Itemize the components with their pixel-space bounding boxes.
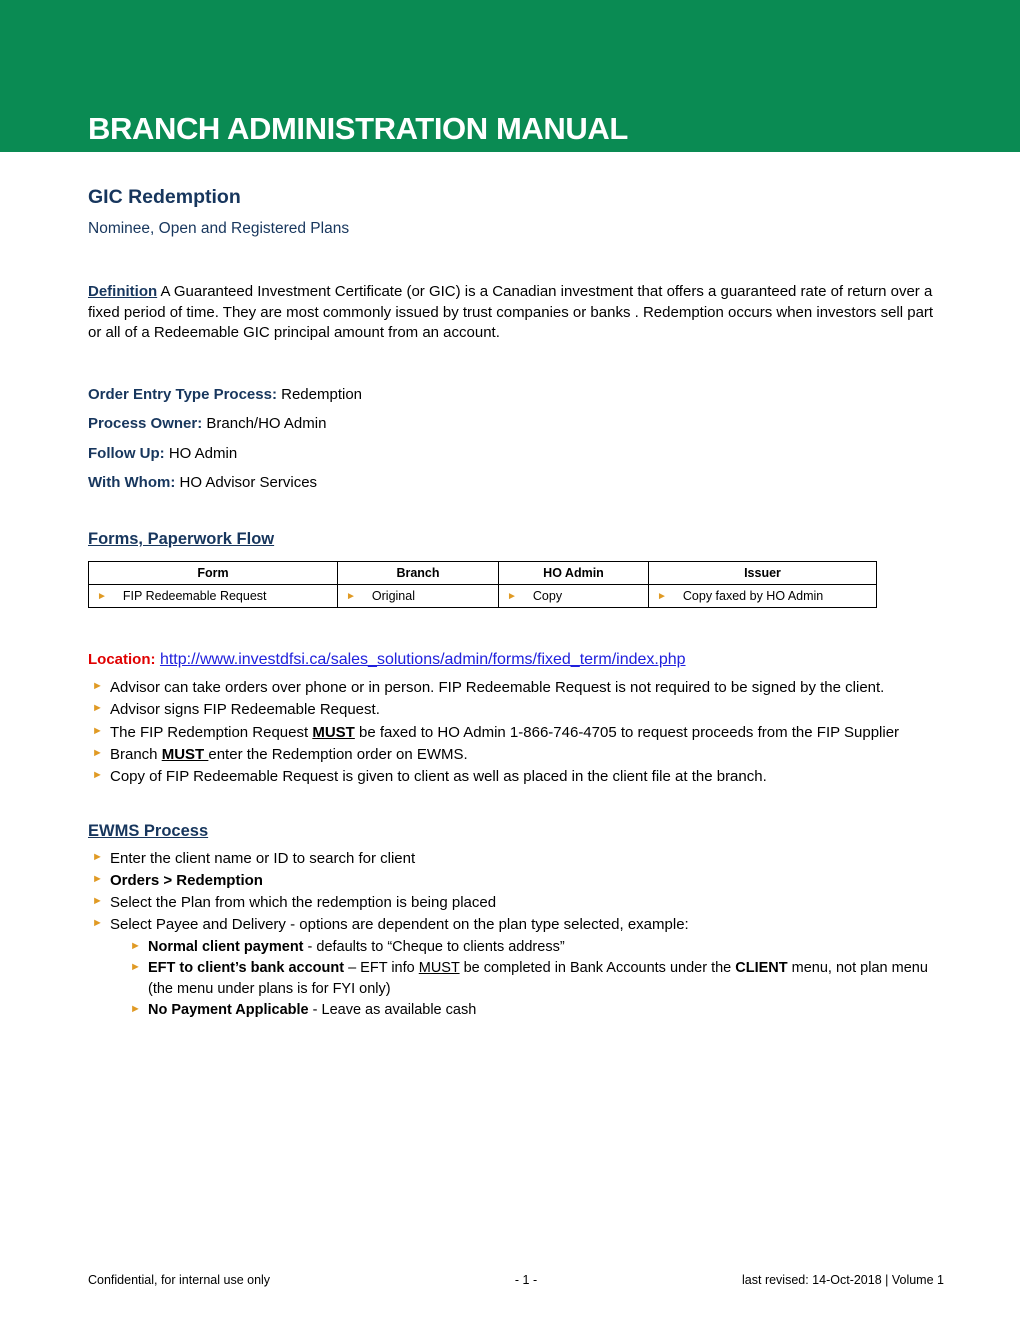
list-item bbox=[126, 958, 944, 999]
page-footer bbox=[88, 1273, 944, 1287]
bullet-text-run: menu, not plan menu (the menu under plans is for FYI only) bbox=[148, 960, 928, 997]
footer-left: Confidential, for internal use only bbox=[88, 1273, 271, 1287]
table-column-header: Form bbox=[89, 562, 338, 585]
list-item bbox=[88, 677, 944, 698]
bullet-text-run: MUST bbox=[312, 723, 355, 741]
list-item bbox=[88, 699, 944, 720]
list-item bbox=[88, 892, 944, 913]
table-cell-text: Copy faxed by HO Admin bbox=[682, 589, 824, 604]
table-column-header: HO Admin bbox=[499, 562, 649, 585]
triangle-bullet-icon: ► bbox=[92, 769, 103, 782]
bullet-text-run: Branch bbox=[110, 745, 162, 763]
ewms-section-heading: EWMS Process bbox=[88, 821, 209, 840]
list-item bbox=[88, 722, 944, 743]
process-detail-value: HO Advisor Services bbox=[175, 473, 318, 491]
triangle-bullet-icon: ► bbox=[92, 850, 103, 863]
page-subtitle: Nominee, Open and Registered Plans bbox=[88, 220, 350, 238]
process-detail-label: With Whom: bbox=[88, 473, 176, 491]
list-item-text bbox=[110, 892, 944, 913]
table-cell bbox=[89, 585, 338, 608]
bullet-text-run: - Leave as available cash bbox=[308, 1002, 477, 1019]
bullet-text-run: No Payment Applicable bbox=[148, 1002, 309, 1019]
triangle-bullet-icon: ► bbox=[346, 590, 356, 602]
list-item-text bbox=[110, 766, 944, 787]
triangle-bullet-icon: ► bbox=[92, 895, 103, 908]
process-detail-value: HO Admin bbox=[164, 444, 238, 462]
table-column-header: Issuer bbox=[649, 562, 877, 585]
page-title: GIC Redemption bbox=[88, 186, 241, 208]
table-column-header: Branch bbox=[338, 562, 499, 585]
list-item bbox=[88, 744, 944, 765]
process-detail-row bbox=[88, 380, 944, 409]
location-label: Location: bbox=[88, 651, 156, 669]
process-detail-label: Order Entry Type Process: bbox=[88, 386, 277, 404]
triangle-bullet-icon: ► bbox=[130, 1003, 141, 1016]
location-url-link[interactable]: http://www.investdfsi.ca/sales_solutions/admin/forms/fixed_term/index.php bbox=[159, 651, 686, 669]
process-detail-row bbox=[88, 468, 944, 497]
definition-paragraph bbox=[88, 282, 944, 344]
bullet-text-run: Select Payee and Delivery - options are dependent on the plan type selected, example: bbox=[110, 916, 689, 934]
process-detail-value: Redemption bbox=[276, 386, 363, 404]
process-detail-label: Process Owner: bbox=[88, 415, 203, 433]
list-item-text bbox=[110, 914, 944, 935]
bullet-text-run: Orders > Redemption bbox=[110, 871, 263, 889]
list-item bbox=[88, 914, 944, 935]
triangle-bullet-icon: ► bbox=[92, 702, 103, 715]
triangle-bullet-icon: ► bbox=[92, 917, 103, 930]
bullet-text-run: EFT to client’s bank account bbox=[148, 960, 345, 977]
forms-paperwork-table bbox=[88, 561, 877, 608]
triangle-bullet-icon: ► bbox=[92, 872, 103, 885]
list-item bbox=[88, 848, 944, 869]
table-cell-text: Original bbox=[371, 589, 415, 604]
definition-text: A Guaranteed Investment Certificate (or GIC) is a Canadian investment that offers a guaranteed rate of return over a fixed period of time. They are most commonly issued by trust companies or banks . Redemption occurs when investors sell part or all of a Redeemable GIC principal amount from an account. bbox=[88, 282, 934, 342]
page-body bbox=[0, 152, 1020, 1022]
table-cell-text: Copy bbox=[532, 589, 563, 604]
forms-section-heading: Forms, Paperwork Flow bbox=[88, 530, 275, 549]
table-header-row bbox=[89, 562, 877, 585]
bullet-text-run: Copy of FIP Redeemable Request is given to client as well as placed in the client file at the branch. bbox=[110, 768, 767, 786]
bullet-text-run: Normal client payment bbox=[148, 938, 304, 955]
list-item bbox=[126, 1000, 944, 1021]
bullet-text-run: CLIENT bbox=[735, 960, 788, 977]
table-cell bbox=[499, 585, 649, 608]
content-column bbox=[88, 152, 944, 1021]
bullet-text-run: Select the Plan from which the redemption is being placed bbox=[110, 894, 497, 912]
bullet-text-run: MUST bbox=[161, 745, 209, 763]
list-item-text bbox=[148, 958, 944, 999]
bullet-text-run: Advisor can take orders over phone or in person. FIP Redeemable Request is not required to be signed by the client. bbox=[110, 679, 885, 697]
triangle-bullet-icon: ► bbox=[92, 680, 103, 693]
triangle-bullet-icon: ► bbox=[92, 724, 103, 737]
list-item-text bbox=[110, 699, 944, 720]
process-details-list bbox=[88, 380, 944, 497]
triangle-bullet-icon: ► bbox=[657, 590, 667, 602]
bullet-text-run: Advisor signs FIP Redeemable Request. bbox=[110, 701, 380, 719]
list-item bbox=[126, 937, 944, 958]
table-cell bbox=[338, 585, 499, 608]
list-item-text bbox=[110, 848, 944, 869]
footer-page-number: - 1 - bbox=[514, 1273, 538, 1287]
triangle-bullet-icon: ► bbox=[130, 961, 141, 974]
list-item bbox=[88, 870, 944, 891]
ewms-bullet-list bbox=[88, 848, 944, 1022]
list-item-text bbox=[110, 722, 944, 743]
document-title: BRANCH ADMINISTRATION MANUAL bbox=[88, 111, 628, 146]
location-line bbox=[88, 651, 944, 669]
process-detail-value: Branch/HO Admin bbox=[202, 415, 327, 433]
process-detail-row bbox=[88, 439, 944, 468]
process-detail-row bbox=[88, 409, 944, 438]
triangle-bullet-icon: ► bbox=[130, 939, 141, 952]
list-item-text bbox=[110, 870, 944, 891]
location-bullet-list bbox=[88, 677, 944, 787]
bullet-text-run: – EFT info bbox=[344, 960, 419, 977]
table-row bbox=[89, 585, 877, 608]
table-cell bbox=[649, 585, 877, 608]
list-item-text bbox=[110, 677, 944, 698]
bullet-text-run: - defaults to “Cheque to clients address” bbox=[303, 938, 565, 955]
bullet-text-run: MUST bbox=[418, 960, 460, 977]
list-item-text bbox=[110, 744, 944, 765]
bullet-text-run: be completed in Bank Accounts under the bbox=[459, 960, 736, 977]
table-cell-text: FIP Redeemable Request bbox=[122, 589, 267, 604]
list-item-text bbox=[148, 1000, 944, 1021]
bullet-text-run: The FIP Redemption Request bbox=[110, 723, 313, 741]
footer-right: last revised: 14-Oct-2018 | Volume 1 bbox=[742, 1273, 944, 1287]
triangle-bullet-icon: ► bbox=[92, 746, 103, 759]
list-item-text bbox=[148, 937, 944, 958]
process-detail-label: Follow Up: bbox=[88, 444, 165, 462]
bullet-text-run: Enter the client name or ID to search for client bbox=[110, 849, 416, 867]
list-item bbox=[88, 766, 944, 787]
bullet-text-run: be faxed to HO Admin 1-866-746-4705 to request proceeds from the FIP Supplier bbox=[354, 723, 900, 741]
bullet-text-run: enter the Redemption order on EWMS. bbox=[208, 745, 468, 763]
triangle-bullet-icon: ► bbox=[97, 590, 107, 602]
definition-label: Definition bbox=[88, 282, 158, 300]
triangle-bullet-icon: ► bbox=[507, 590, 517, 602]
